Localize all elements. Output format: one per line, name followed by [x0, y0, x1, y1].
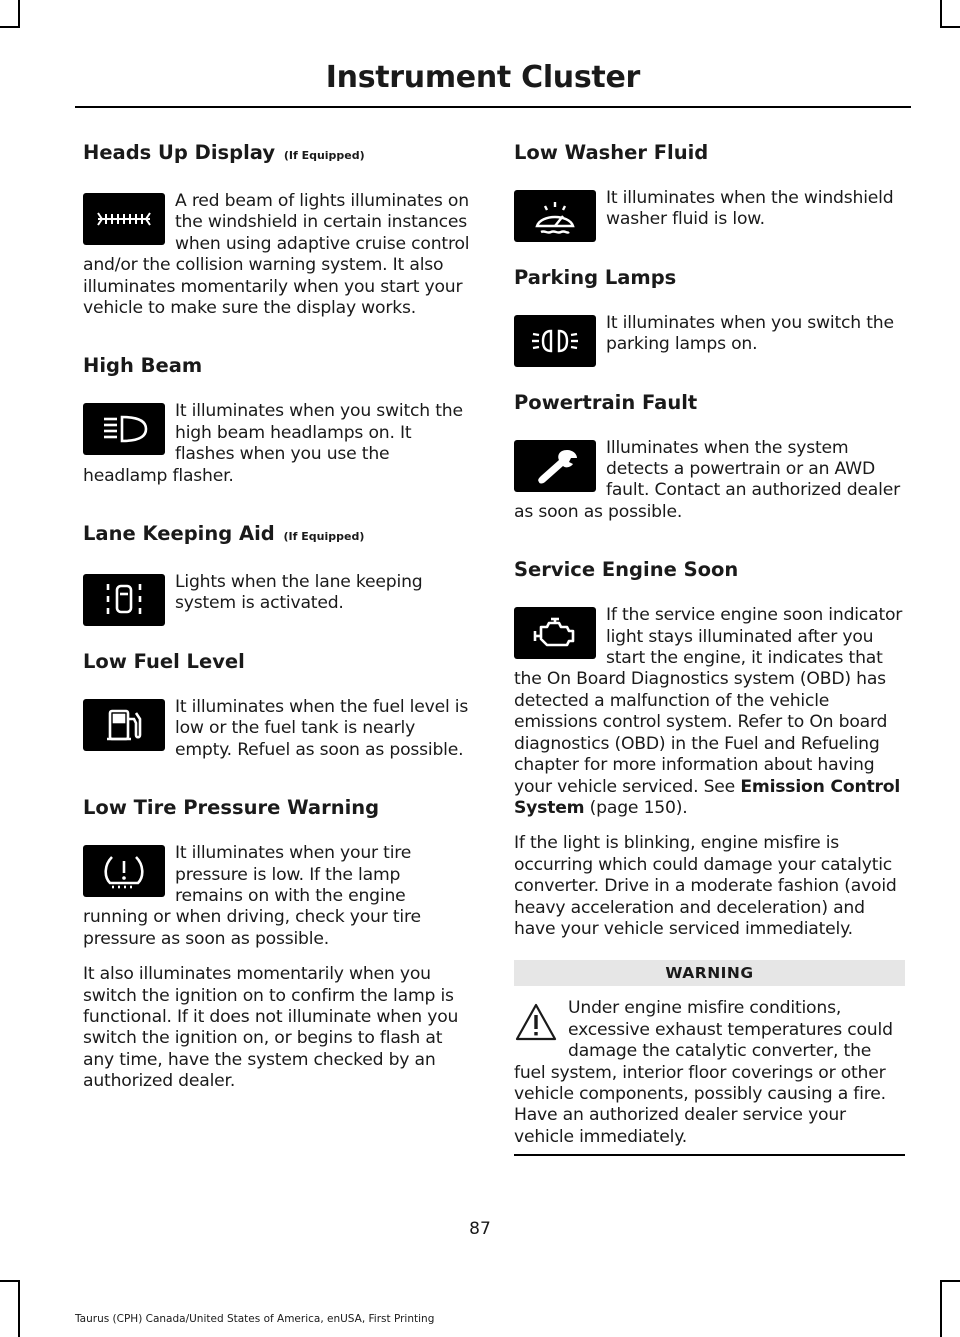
section-qualifier: (If Equipped) [283, 149, 365, 162]
section-title: Low Fuel Level [83, 649, 245, 673]
wrench-icon [514, 440, 596, 492]
section-title: High Beam [83, 354, 203, 378]
section-tire-pressure [83, 795, 473, 1092]
section-body: If the service engine soon indicator light stays illuminated after you start the engine, it indicates that the On Board Diagnostics system (OBD) has detected a malfunction of the vehicle emissions control system. Refer to On board diagnostics (OBD) in the Fuel and Refueling chapter for more information about having your vehicle serviced. See Emission Control System (page 150). [514, 605, 903, 818]
check-engine-icon [514, 607, 596, 659]
section-body: If the light is blinking, engine misfire is occurring which could damage your catalytic converter. Drive in a moderate fashion (avoid heavy acceleration and deceleration) and have your vehicle serviced immediately. [514, 833, 897, 939]
warning-text: Under engine misfire conditions, excessive exhaust temperatures could damage the catalytic converter, the fuel system, interior floor coverings or other vehicle components, possibly causing a fire. Have an authorized dealer service your vehicle immediately. [514, 998, 893, 1147]
section-qualifier: (If Equipped) [283, 530, 365, 544]
section-title: Heads Up Display (If Equipped) [83, 141, 365, 164]
section-low-washer-fluid [514, 140, 905, 245]
section-body: It illuminates when the fuel level is low or the fuel tank is nearly empty. Refuel as soon as possible. [175, 696, 469, 760]
section-body: It illuminates when you switch the high beam headlamps on. It flashes when you use the headlamp flasher. [83, 401, 463, 486]
footer-text: Taurus (CPH) Canada/United States of America, enUSA, First Printing [75, 1313, 435, 1325]
crop-mark [940, 1280, 960, 1282]
crop-mark [940, 0, 942, 28]
warning-divider [514, 1154, 905, 1156]
section-title: Service Engine Soon [514, 558, 739, 582]
crop-mark [0, 1280, 20, 1282]
fuel-pump-icon [83, 699, 165, 751]
section-lane-keeping [83, 521, 473, 629]
section-body: A red beam of lights illuminates on the windshield in certain instances when using adaptive cruise control and/or the collision warning system. It also illuminates momentarily when you start your vehicle to make sure the display works. [83, 191, 470, 319]
section-title: Powertrain Fault [514, 390, 698, 414]
crop-mark [18, 1280, 20, 1337]
section-title: Low Washer Fluid [514, 141, 709, 164]
washer-fluid-icon [514, 190, 596, 242]
crop-mark [0, 26, 20, 28]
section-body: Lights when the lane keeping system is activated. [175, 572, 423, 614]
section-high-beam [83, 353, 473, 501]
warning-triangle-icon [514, 1002, 558, 1042]
section-title: Low Tire Pressure Warning [83, 796, 380, 820]
heads-up-display-icon [83, 193, 165, 245]
section-body: Illuminates when the system detects a powertrain or an AWD fault. Contact an authorized dealer as soon as possible. [514, 437, 900, 522]
section-body: It illuminates when you switch the parking lamps on. [606, 312, 894, 355]
cross-reference-link[interactable]: Emission Control System [514, 776, 901, 818]
parking-lamps-icon [514, 315, 596, 367]
section-body: It illuminates when the windshield washer fluid is low. [606, 188, 894, 230]
section-heads-up-display [83, 140, 473, 333]
section-body: It illuminates when your tire pressure is low. If the lamp remains on with the engine running or when driving, check your tire pressure as soon as possible. [83, 843, 421, 949]
crop-mark [940, 1280, 942, 1337]
right-column [514, 140, 905, 1156]
section-body: It also illuminates momentarily when you switch the ignition on to confirm the lamp is functional. If it does not illuminate when you switch the ignition on, or begins to flash at any time, have the system checked by an authorized dealer. [83, 964, 459, 1092]
section-title: Lane Keeping Aid (If Equipped) [83, 522, 365, 546]
section-parking-lamps [514, 265, 905, 370]
crop-mark [18, 0, 20, 28]
left-column [83, 140, 473, 1113]
section-service-engine-soon [514, 557, 905, 940]
page-title: Instrument Cluster [325, 60, 640, 95]
crop-mark [940, 26, 960, 28]
warning-box [514, 960, 905, 1155]
page-number: 87 [469, 1219, 491, 1239]
header-divider [75, 106, 911, 108]
tire-pressure-icon [83, 845, 165, 897]
section-low-fuel [83, 649, 473, 775]
high-beam-icon [83, 403, 165, 455]
lane-keeping-icon [83, 574, 165, 626]
section-powertrain-fault [514, 390, 905, 538]
warning-heading: WARNING [514, 960, 905, 986]
section-title: Parking Lamps [514, 265, 677, 289]
